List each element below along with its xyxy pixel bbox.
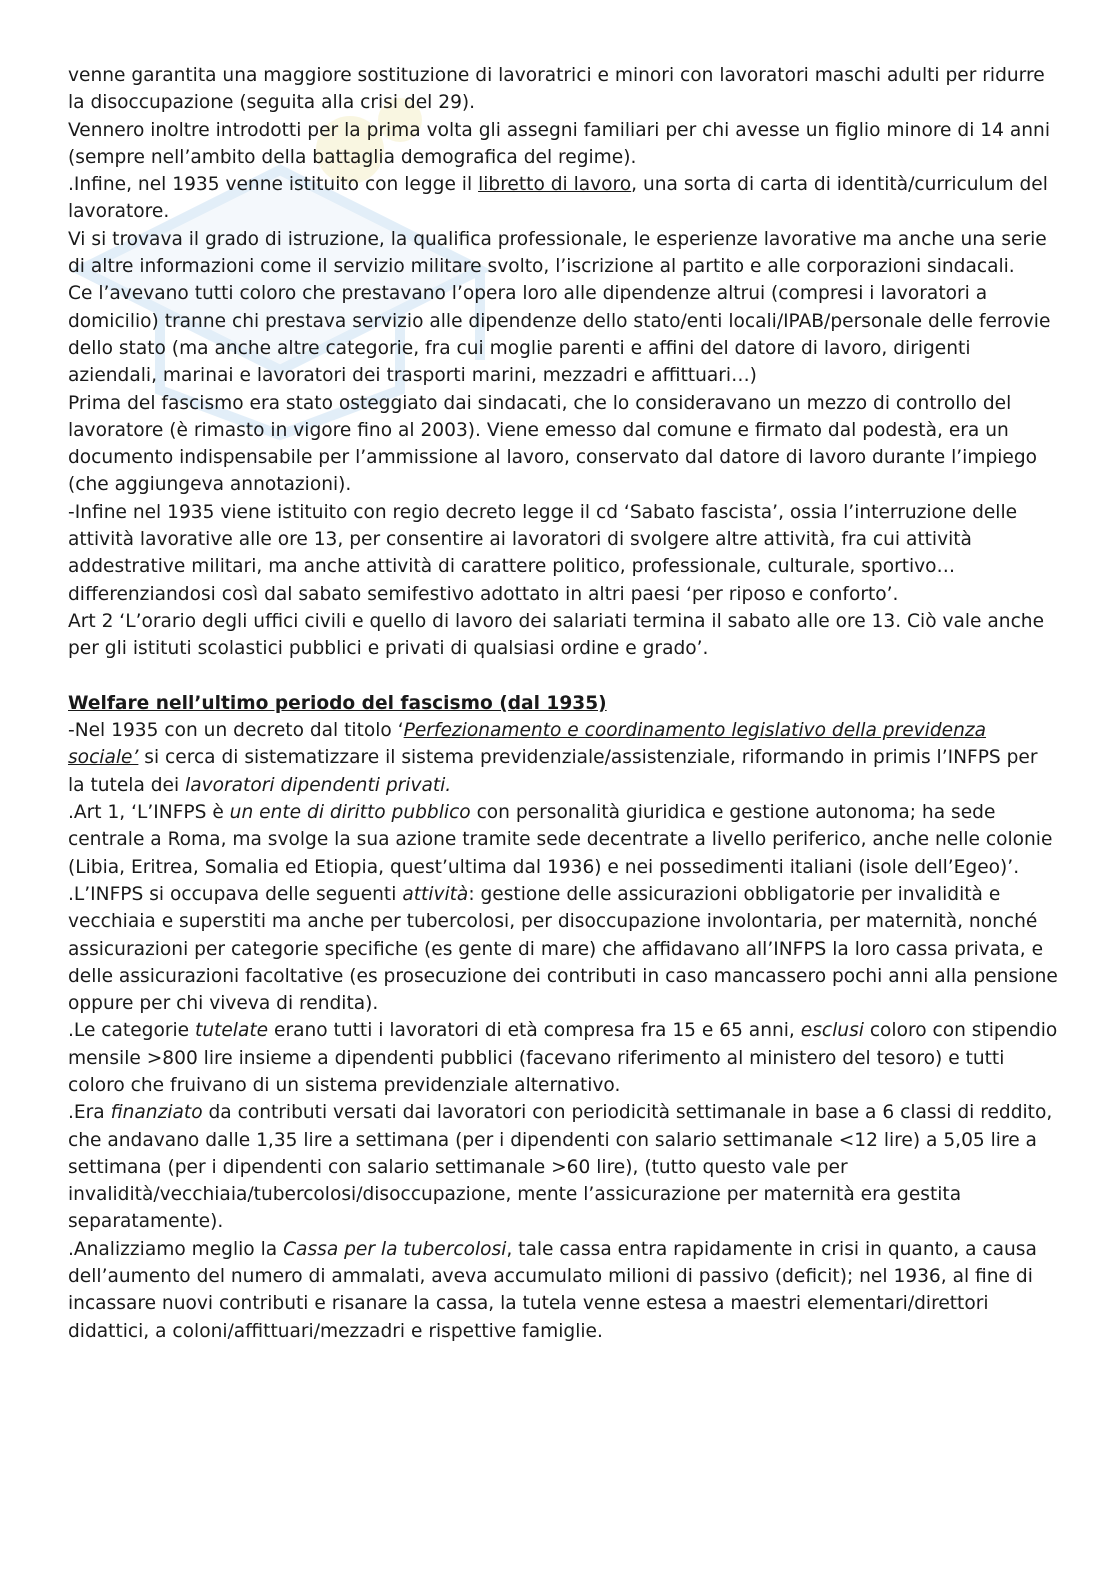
paragraph: -Infine nel 1935 viene istituito con regio decreto legge il cd ‘Sabato fascista’, ossia l’interruzione delle attività lavorative alle ore 13, per consentire ai lavoratori di svolgere altre attività, fra cui attività addestrative militari, ma anche attività di carattere politico, professionale, culturale, sportivo… differenziandosi così dal sabato semifestivo adottato in altri paesi ‘per riposo e conforto’. (68, 501, 1018, 605)
italic-term: un ente di diritto pubblico (229, 802, 471, 824)
italic-term: tutelate (194, 1020, 269, 1042)
italic-term: esclusi (800, 1020, 864, 1042)
decree-title: Perfezionamento e coordinamento legislativo della previdenza sociale’ (68, 720, 987, 769)
underlined-term: libretto di lavoro (478, 174, 632, 196)
paragraph: Vi si trovava il grado di istruzione, la qualifica professionale, le esperienze lavorative ma anche una serie di altre informazioni come il servizio militare svolto, l’iscrizione al partito e alle corporazioni sindacali. (68, 228, 1047, 278)
paragraph: Ce l’avevano tutti coloro che prestavano l’opera loro alle dipendenze altrui (compresi i lavoratori a domicilio) tranne chi prestava servizio alle dipendenze dello stato/enti locali/IPAB/personale delle ferrovie dello stato (ma anche altre categorie, fra cui moglie parenti e affini del datore di lavoro, dirigenti aziendali, marinai e lavoratori dei trasporti marini, mezzadri e affittuari…) (68, 283, 1051, 387)
paragraph: Prima del fascismo era stato osteggiato dai sindacati, che lo consideravano un mezzo di controllo del lavoratore (è rimasto in vigore fino al 2003). Viene emesso dal comune e firmato dal podestà, era un documento indispensabile per l’ammissione al lavoro, conservato dal datore di lavoro durante l’impiego (che aggiungeva annotazioni). (68, 392, 1038, 496)
italic-term: finanziato (110, 1102, 203, 1124)
paragraph: .Era finanziato da contributi versati dai lavoratori con periodicità settimanale in base a 6 classi di reddito, che andavano dalle 1,35 lire a settimana (per i dipendenti con salario settimanale <12 lire) a 5,05 lire a settimana (per i dipendenti con salario settimanale >60 lire), (tutto questo vale per invalidità/vecchiaia/tubercolosi/disoccupazione, mente l’assicurazione per maternità era gestita separatamente). (68, 1102, 1053, 1233)
paragraph: .L’INFPS si occupava delle seguenti attività: gestione delle assicurazioni obbligatorie per invalidità e vecchiaia e superstiti ma anche per tubercolosi, per disoccupazione involontaria, per maternità, nonché assicurazioni per categorie specifiche (es gente di mare) che affidavano all’INFPS la loro cassa privata, e delle assicurazioni facoltative (es prosecuzione dei contributi in caso mancassero pochi anni alla pensione oppure per chi viveva di rendita). (68, 883, 1058, 1015)
document-page (68, 62, 1058, 1345)
paragraph: Vennero inoltre introdotti per la prima volta gli assegni familiari per chi avesse un figlio minore di 14 anni (sempre nell’ambito della battaglia demografica del regime). (68, 119, 1050, 168)
paragraph: -Nel 1935 con un decreto dal titolo ‘Perfezionamento e coordinamento legislativo della previdenza sociale’ si cerca di sistematizzare il sistema previdenziale/assistenziale, riformando in primis l’INFPS per la tutela dei lavoratori dipendenti privati. (68, 720, 1038, 796)
paragraph: .Art 1, ‘L’INFPS è un ente di diritto pubblico con personalità giuridica e gestione autonoma; ha sede centrale a Roma, ma svolge la sua azione tramite sede decentrate a livello periferico, anche nelle colonie (Libia, Eritrea, Somalia ed Etiopia, quest’ultima dal 1936) e nei possedimenti italiani (isole dell’Egeo)’. (68, 802, 1053, 878)
paragraph: .Le categorie tutelate erano tutti i lavoratori di età compresa fra 15 e 65 anni, esclusi coloro con stipendio mensile >800 lire insieme a dipendenti pubblici (facevano riferimento al ministero del tesoro) e tutti coloro che fruivano di un sistema previdenziale alternativo. (68, 1020, 1058, 1096)
paragraph: venne garantita una maggiore sostituzione di lavoratrici e minori con lavoratori maschi adulti per ridurre la disoccupazione (seguita alla crisi del 29). (68, 65, 1045, 114)
italic-term: Cassa per la tubercolosi (283, 1238, 507, 1260)
italic-term: lavoratori dipendenti privati. (185, 774, 452, 796)
paragraph: .Analizziamo meglio la Cassa per la tubercolosi, tale cassa entra rapidamente in crisi in quanto, a causa dell’aumento del numero di ammalati, aveva accumulato milioni di passivo (deficit); nel 1936, al fine di incassare nuovi contributi e risanare la cassa, la tutela venne estesa a maestri elementari/direttori didattici, a coloni/affittuari/mezzadri e rispettive famiglie. (68, 1238, 1037, 1342)
section-heading: Welfare nell’ultimo periodo del fascismo (dal 1935) (68, 692, 607, 714)
blank-line (68, 663, 1058, 690)
paragraph: Art 2 ‘L’orario degli uffici civili e quello di lavoro dei salariati termina il sabato alle ore 13. Ciò vale anche per gli istituti scolastici pubblici e privati di qualsiasi ordine e grado’. (68, 610, 1045, 660)
italic-term: attività (402, 883, 469, 905)
paragraph: .Infine, nel 1935 venne istituito con legge il libretto di lavoro, una sorta di carta di identità/curriculum del lavoratore. (68, 174, 1048, 223)
